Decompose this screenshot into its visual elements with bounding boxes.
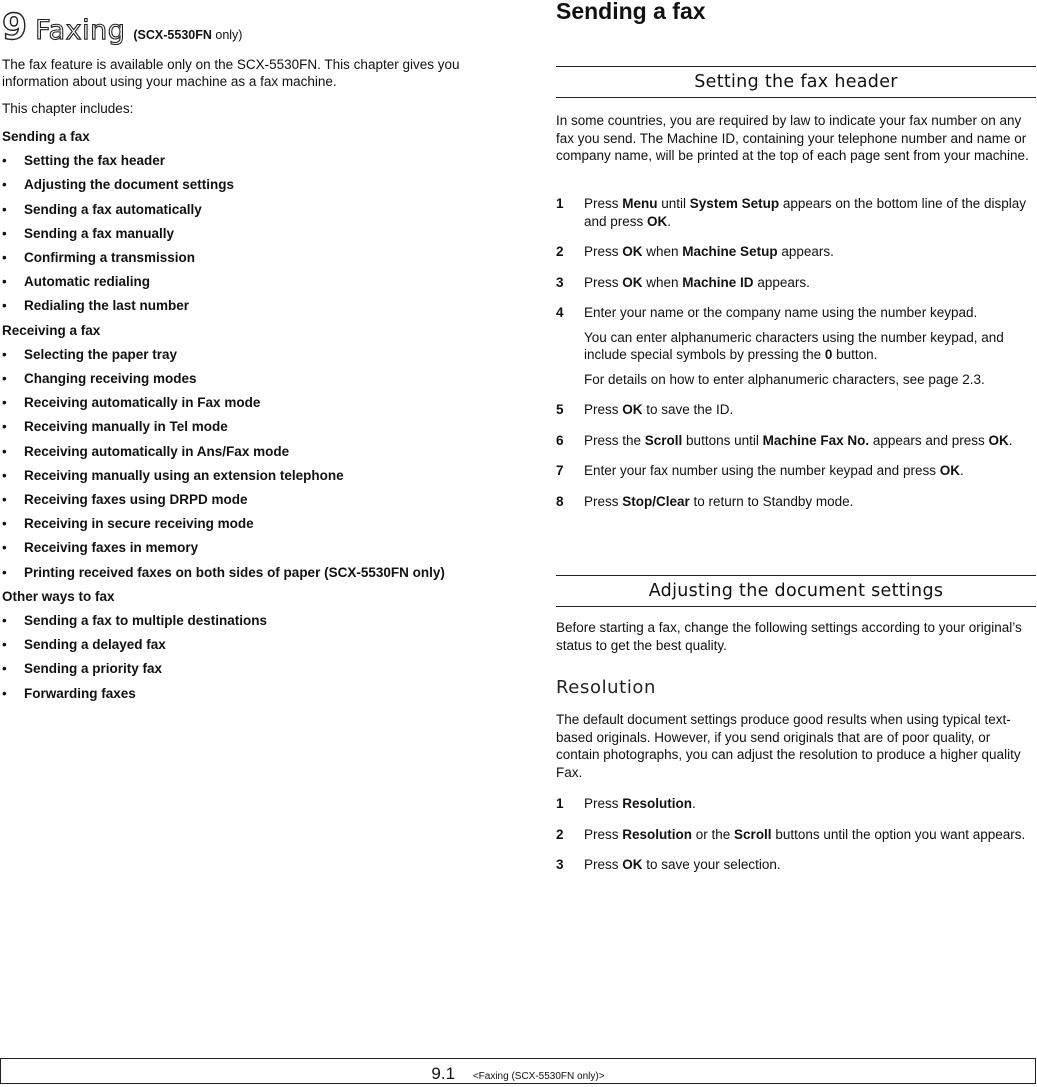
step: 3 Press OK to save your selection. xyxy=(556,857,781,872)
section-heading: Adjusting the document settings xyxy=(648,581,944,601)
chapter-contents xyxy=(2,128,472,709)
step: 4 Enter your name or the company name using the number keypad. You can enter alphanumeric characters using the number keypad, and include special symbols by pressing the 0 button. For details on how to enter alphanumeric characters, see page 2.3. xyxy=(556,304,1036,388)
resolution-intro: The default document settings produce good results when using typical text-based originals. However, if you send originals that are of poor quality, or contain photographs, you can adjust the resolution to produce a higher quality Fax. xyxy=(556,712,1021,780)
section-band-fax-header xyxy=(556,66,1036,98)
toc-item[interactable]: • Confirming a transmission xyxy=(2,249,472,266)
toc-item[interactable]: • Adjusting the document settings xyxy=(2,176,472,193)
toc-section-sending[interactable]: Sending a fax xyxy=(2,129,90,144)
chapter-title: Faxing xyxy=(35,15,126,46)
step: 1 Press Menu until System Setup appears on the bottom line of the display and press OK. xyxy=(556,196,1026,229)
toc-item[interactable]: • Sending a fax to multiple destinations xyxy=(2,612,472,629)
step: 2 Press OK when Machine Setup appears. xyxy=(556,244,834,259)
toc-item[interactable]: • Receiving automatically in Fax mode xyxy=(2,394,472,411)
toc-item[interactable]: • Printing received faxes on both sides of paper (SCX-5530FN only) xyxy=(2,564,472,581)
section-band-document-settings xyxy=(556,575,1036,607)
chapter-number: 9 xyxy=(2,7,28,48)
step: 3 Press OK when Machine ID appears. xyxy=(556,274,810,290)
toc-item[interactable]: • Sending a fax manually xyxy=(2,225,472,242)
section-heading: Setting the fax header xyxy=(694,72,898,92)
page-footer xyxy=(0,1064,1036,1084)
toc-item[interactable]: • Sending a delayed fax xyxy=(2,636,472,653)
step: 8 Press Stop/Clear to return to Standby mode. xyxy=(556,493,854,509)
toc-item[interactable]: • Sending a fax automatically xyxy=(2,201,472,218)
toc-section-other[interactable]: Other ways to fax xyxy=(2,588,115,604)
toc-item[interactable]: • Redialing the last number xyxy=(2,297,472,314)
footer-chapter: <Faxing (SCX-5530FN only)> xyxy=(472,1071,605,1082)
step: 2 Press Resolution or the Scroll buttons until the option you want appears. xyxy=(556,826,1026,842)
toc-item[interactable]: • Receiving faxes using DRPD mode xyxy=(2,491,472,508)
toc-item[interactable]: • Selecting the paper tray xyxy=(2,346,472,363)
toc-item[interactable]: • Setting the fax header xyxy=(2,152,472,169)
resolution-heading: Resolution xyxy=(556,677,657,698)
page-number: 9.1 xyxy=(431,1064,456,1083)
intro-includes: This chapter includes: xyxy=(2,101,134,116)
step-note: For details on how to enter alphanumeric characters, see page 2.3. xyxy=(584,371,985,387)
toc-item[interactable]: • Receiving manually in Tel mode xyxy=(2,418,472,435)
chapter-model-note: (SCX-5530FN only) xyxy=(133,28,243,42)
chapter-heading xyxy=(2,6,242,46)
resolution-steps xyxy=(556,795,1036,874)
toc-item[interactable]: • Receiving automatically in Ans/Fax mode xyxy=(2,443,472,460)
step: 6 Press the Scroll buttons until Machine Fax No. appears and press OK. xyxy=(556,432,1013,448)
fax-header-steps xyxy=(556,195,1036,510)
intro-paragraph: The fax feature is available only on the SCX-5530FN. This chapter gives you information about using your machine as a fax machine. xyxy=(2,57,460,89)
toc-item[interactable]: • Receiving in secure receiving mode xyxy=(2,515,472,532)
toc-item[interactable]: • Changing receiving modes xyxy=(2,370,472,387)
toc-item[interactable]: • Receiving faxes in memory xyxy=(2,539,472,556)
toc-item[interactable]: • Forwarding faxes xyxy=(2,685,472,702)
toc-item[interactable]: • Automatic redialing xyxy=(2,273,472,290)
toc-section-receiving[interactable]: Receiving a fax xyxy=(2,322,101,338)
page-title: Sending a fax xyxy=(556,0,706,24)
chapter-intro xyxy=(2,56,482,127)
toc-item[interactable]: • Receiving manually using an extension telephone xyxy=(2,467,472,484)
step: 1 Press Resolution. xyxy=(556,796,696,811)
step: 7 Enter your fax number using the number keypad and press OK. xyxy=(556,463,964,478)
toc-item[interactable]: • Sending a priority fax xyxy=(2,660,472,677)
step-note: You can enter alphanumeric characters using the number keypad, and include special symbols by pressing the 0 button. xyxy=(584,329,1004,362)
step: 5 Press OK to save the ID. xyxy=(556,402,734,417)
fax-header-intro: In some countries, you are required by law to indicate your fax number on any fax you send. The Machine ID, containing your telephone number and name or company name, will be printed at the top of each page sent from your machine. xyxy=(556,113,1029,163)
adjust-intro: Before starting a fax, change the following settings according to your original’s status to get the best quality. xyxy=(556,620,1022,653)
